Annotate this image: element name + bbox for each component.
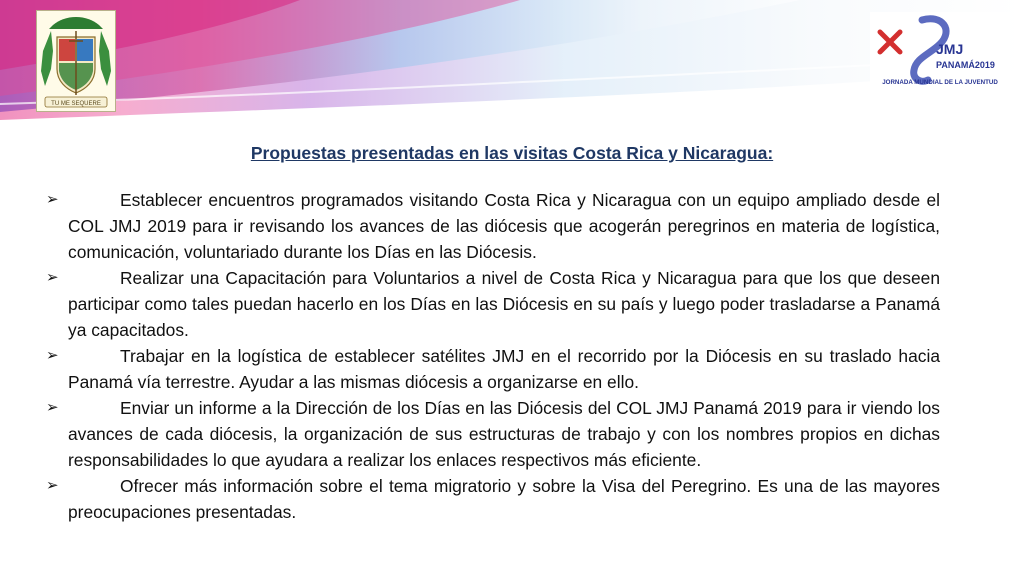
jmj-logo-event: PANAMÁ2019 [936,60,995,70]
coat-of-arms-logo [36,10,116,112]
list-item [46,343,940,395]
jmj-logo-icon [870,12,1010,92]
list-item [46,265,940,343]
list-item-text: Ofrecer más información sobre el tema migratorio y sobre la Visa del Peregrino. Es una de las mayores preocupaciones presentadas. [68,476,940,522]
jmj-logo-subtitle: JORNADA MUNDIAL DE LA JUVENTUD [882,79,998,86]
arrow-bullet-icon: ➢ [46,477,59,494]
proposals-list [46,187,940,525]
arrow-bullet-icon: ➢ [46,269,59,286]
arrow-bullet-icon: ➢ [46,347,59,364]
arrow-bullet-icon: ➢ [46,191,59,208]
list-item-text: Enviar un informe a la Dirección de los Días en las Diócesis del COL JMJ Panamá 2019 para ir viendo los avances de cada diócesis, la organización de sus estructuras de trabajo y con los nombres propios en dichas responsabilidades lo que ayudara a realizar los enlaces respectivos más eficiente. [68,398,940,470]
list-item-text: Realizar una Capacitación para Voluntarios a nivel de Costa Rica y Nicaragua para que los que deseen participar como tales puedan hacerlo en los Días en las Diócesis en su país y luego poder trasladarse a Panamá ya capacitados. [68,268,940,340]
list-item [46,395,940,473]
coat-of-arms-icon [37,11,115,111]
list-item-text: Establecer encuentros programados visitando Costa Rica y Nicaragua con un equipo ampliado desde el COL JMJ 2019 para ir revisando los avances de las diócesis que acogerán peregrinos en materia de logística, comunicación, voluntariado durante los Días en las Diócesis. [68,190,940,262]
jmj-logo-acronym: JMJ [936,41,964,57]
list-item-text: Trabajar en la logística de establecer satélites JMJ en el recorrido por la Diócesis en su traslado hacia Panamá vía terrestre. Ayudar a las mismas diócesis a organizarse en ello. [68,346,940,392]
jmj-panama-logo [870,12,1010,92]
slide-title: Propuestas presentadas en las visitas Costa Rica y Nicaragua: [250,143,774,163]
coat-of-arms-motto: TU ME SEQUERE [51,101,101,107]
arrow-bullet-icon: ➢ [46,399,59,416]
list-item [46,473,940,525]
list-item [46,187,940,265]
